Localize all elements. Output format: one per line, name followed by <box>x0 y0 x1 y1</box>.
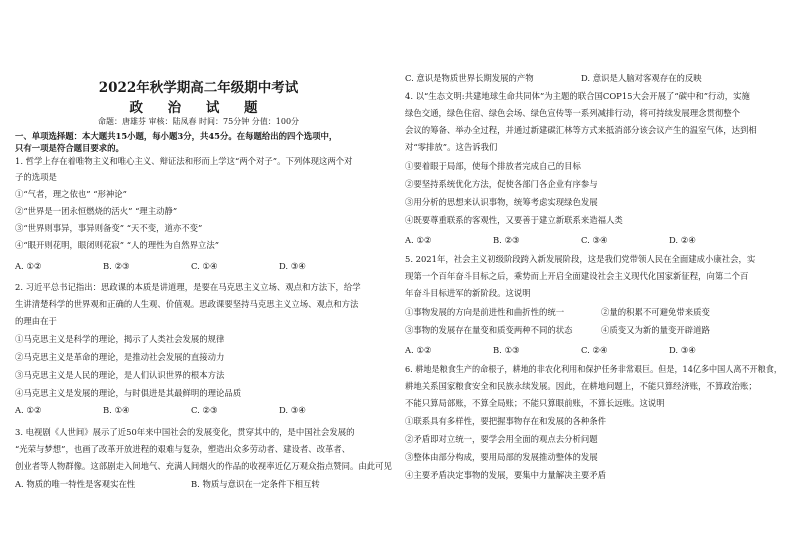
q4-options <box>405 235 757 246</box>
exam-meta: 命题：唐雄芬 审核：陆凤春 时间：75分钟 分值：100分 <box>97 117 300 126</box>
q4-option-d[interactable]: D. ②④ <box>669 235 696 245</box>
q3-option-b[interactable]: B. 物质与意识在一定条件下相互转 <box>191 479 320 489</box>
q3-option-a[interactable]: A. 物质的唯一特性是客观实在性 <box>15 479 136 489</box>
q2-statement-3: ③马克思主义是人民的理论，是人们认识世界的根本方法 <box>15 370 225 380</box>
q3-option-d[interactable]: D. 意识是人脑对客观存在的反映 <box>581 73 702 83</box>
q3-stem-line-3: 创业者等人物群像。这部剧走入间地气、充满人间烟火的作品的收视率近亿万观众指点赞同。由此可见 <box>15 461 392 471</box>
q6-statement-4: ④主要矛盾决定事物的发展，要集中力量解决主要矛盾 <box>405 470 606 480</box>
q2-option-a[interactable]: A. ①② <box>15 405 42 415</box>
q6-stem-line-3: 不能只算局部账，不算全局账；不能只算眼前账，不算长远账。这说明 <box>405 398 665 408</box>
q1-option-c[interactable]: C. ①④ <box>191 261 218 271</box>
q5-options <box>405 345 757 356</box>
q2-statement-4: ④马克思主义是发展的理论，与时俱进是其最鲜明的理论品质 <box>15 388 242 398</box>
subject-title: 政 治 试 题 <box>129 100 268 116</box>
q5-statement-1: ①事物发展的方向是前进性和曲折性的统一 <box>405 307 565 317</box>
q2-options <box>15 405 367 416</box>
q1-option-d[interactable]: D. ③④ <box>279 261 306 271</box>
q5-stem-line-2: 现第一个百年奋斗目标之后，乘势而上开启全面建设社会主义现代化国家新征程，向第二个百 <box>405 271 749 281</box>
q2-option-d[interactable]: D. ③④ <box>279 405 306 415</box>
q5-option-b[interactable]: B. ①③ <box>493 345 520 355</box>
q5-statement-4: ④质变又为新的量变开辟道路 <box>601 325 710 335</box>
q6-statement-1: ①联系具有多样性，要把握事物存在和发展的各种条件 <box>405 416 606 426</box>
q6-statement-3: ③整体由部分构成，要用局部的发展推动整体的发展 <box>405 452 598 462</box>
q5-statements-row-2 <box>405 325 710 336</box>
q2-stem-line-1: 2. 习近平总书记指出：思政课的本质是讲道理，是要在马克思主义立场、观点和方法下，给学 <box>15 282 361 292</box>
section1-heading-2: 只有一项是符合题目要求的。 <box>15 143 124 153</box>
q2-option-b[interactable]: B. ①④ <box>103 405 130 415</box>
q5-option-c[interactable]: C. ②④ <box>581 345 608 355</box>
q5-statement-2: ②量的积累不可避免带来质变 <box>601 307 710 317</box>
q3-options-left <box>15 479 367 490</box>
q5-statement-3: ③事物的发展存在量变和质变两种不同的状态 <box>405 325 573 335</box>
q1-statement-2: ②“世界是一团永恒燃烧的活火” “理主动静” <box>15 206 178 216</box>
q5-option-d[interactable]: D. ③④ <box>669 345 696 355</box>
q3-options-right <box>405 73 757 84</box>
q3-option-c[interactable]: C. 意识是物质世界长期发展的产物 <box>405 73 534 83</box>
q4-stem-line-1: 4. 以“生态文明:共建地球生命共同体”为主题的联合国COP15大会开展了“碳中和”行动，实施 <box>405 91 750 101</box>
q4-option-a[interactable]: A. ①② <box>405 235 432 245</box>
q1-option-a[interactable]: A. ①② <box>15 261 42 271</box>
section1-heading: 一、单项选择题：本大题共15小题，每小题3分，共45分。在每题给出的四个选项中， <box>15 131 338 141</box>
q5-option-a[interactable]: A. ①② <box>405 345 432 355</box>
q4-stem-line-4: 对“零排放”。这告诉我们 <box>405 142 498 152</box>
q4-option-b[interactable]: B. ②③ <box>493 235 520 245</box>
q3-stem-line-1: 3. 电视剧《人世间》展示了近50年来中国社会的发展变化，贯穿其中的，是中国社会发展的 <box>15 427 355 437</box>
q3-stem-line-2: “光荣与梦想”，也画了改革开放进程的艰难与复杂，塑造出众多劳动者、建设者、改革者、 <box>15 444 351 454</box>
exam-title: 2022年秋学期高二年级期中考试 <box>98 80 299 96</box>
q2-stem-line-2: 生讲清楚科学的世界观和正确的人生观、价值观。思政课要坚持马克思主义立场、观点和方法 <box>15 299 359 309</box>
q4-statement-1: ①要着眼于局部，使每个排放者完成自己的目标 <box>405 161 581 171</box>
q6-statement-2: ②矛盾即对立统一，要学会用全面的观点去分析问题 <box>405 434 598 444</box>
q1-option-b[interactable]: B. ②③ <box>103 261 130 271</box>
q4-option-c[interactable]: C. ③④ <box>581 235 608 245</box>
q1-stem-line-1: 1. 哲学上存在着唯物主义和唯心主义、辩证法和形而上学这“两个对子”。下列体现这两个对 <box>15 156 353 166</box>
q6-stem-line-2: 耕地关系国家粮食安全和民族永续发展。因此，在耕地问题上，不能只算经济账，不算政治账； <box>405 381 757 391</box>
q1-statement-4: ④“眼开则花明，眼闭则花寂” “人的理性为自然界立法” <box>15 240 220 250</box>
q4-statement-4: ④既要尊重联系的客观性，又要善于建立新联系来造福人类 <box>405 215 623 225</box>
q5-stem-line-3: 年奋斗目标进军的新阶段。这说明 <box>405 288 531 298</box>
q5-statements-row-1 <box>405 307 710 318</box>
q4-statement-2: ②要坚持系统优化方法，促使各部门各企业有序参与 <box>405 179 598 189</box>
q1-statement-3: ③“世界则事异，事异则备变” “天不变，道亦不变” <box>15 223 203 233</box>
q2-statement-1: ①马克思主义是科学的理论，揭示了人类社会发展的规律 <box>15 334 225 344</box>
q1-stem-line-2: 子的选项是 <box>15 172 57 182</box>
q2-option-c[interactable]: C. ②③ <box>191 405 218 415</box>
q5-stem-line-1: 5. 2021年，社会主义初级阶段跨入新发展阶段，这是我们党带领人民在全面建成小康社会，实 <box>405 254 756 264</box>
q1-statement-1: ①“气者，理之依也” “形神论” <box>15 189 127 199</box>
q1-options <box>15 261 367 272</box>
q6-stem-line-1: 6. 耕地是粮食生产的命根子，耕地的非农化利用和保护任务非常艰巨。但是，14亿多中国人离不开粮食， <box>405 364 782 374</box>
q4-statement-3: ③用分析的思想来认识事物，统筹考虑实现绿色发展 <box>405 197 598 207</box>
q2-statement-2: ②马克思主义是革命的理论，是推动社会发展的直接动力 <box>15 352 225 362</box>
q2-stem-line-3: 的理由在于 <box>15 316 57 326</box>
q4-stem-line-3: 会议的筹备、举办全过程，并通过新建碳汇林等方式来抵消部分该会议产生的温室气体，达到相 <box>405 125 757 135</box>
q4-stem-line-2: 绿色交通，绿色住宿、绿色会场、绿色宣传等一系列减排行动，将可持续发展理念贯彻整个 <box>405 108 740 118</box>
